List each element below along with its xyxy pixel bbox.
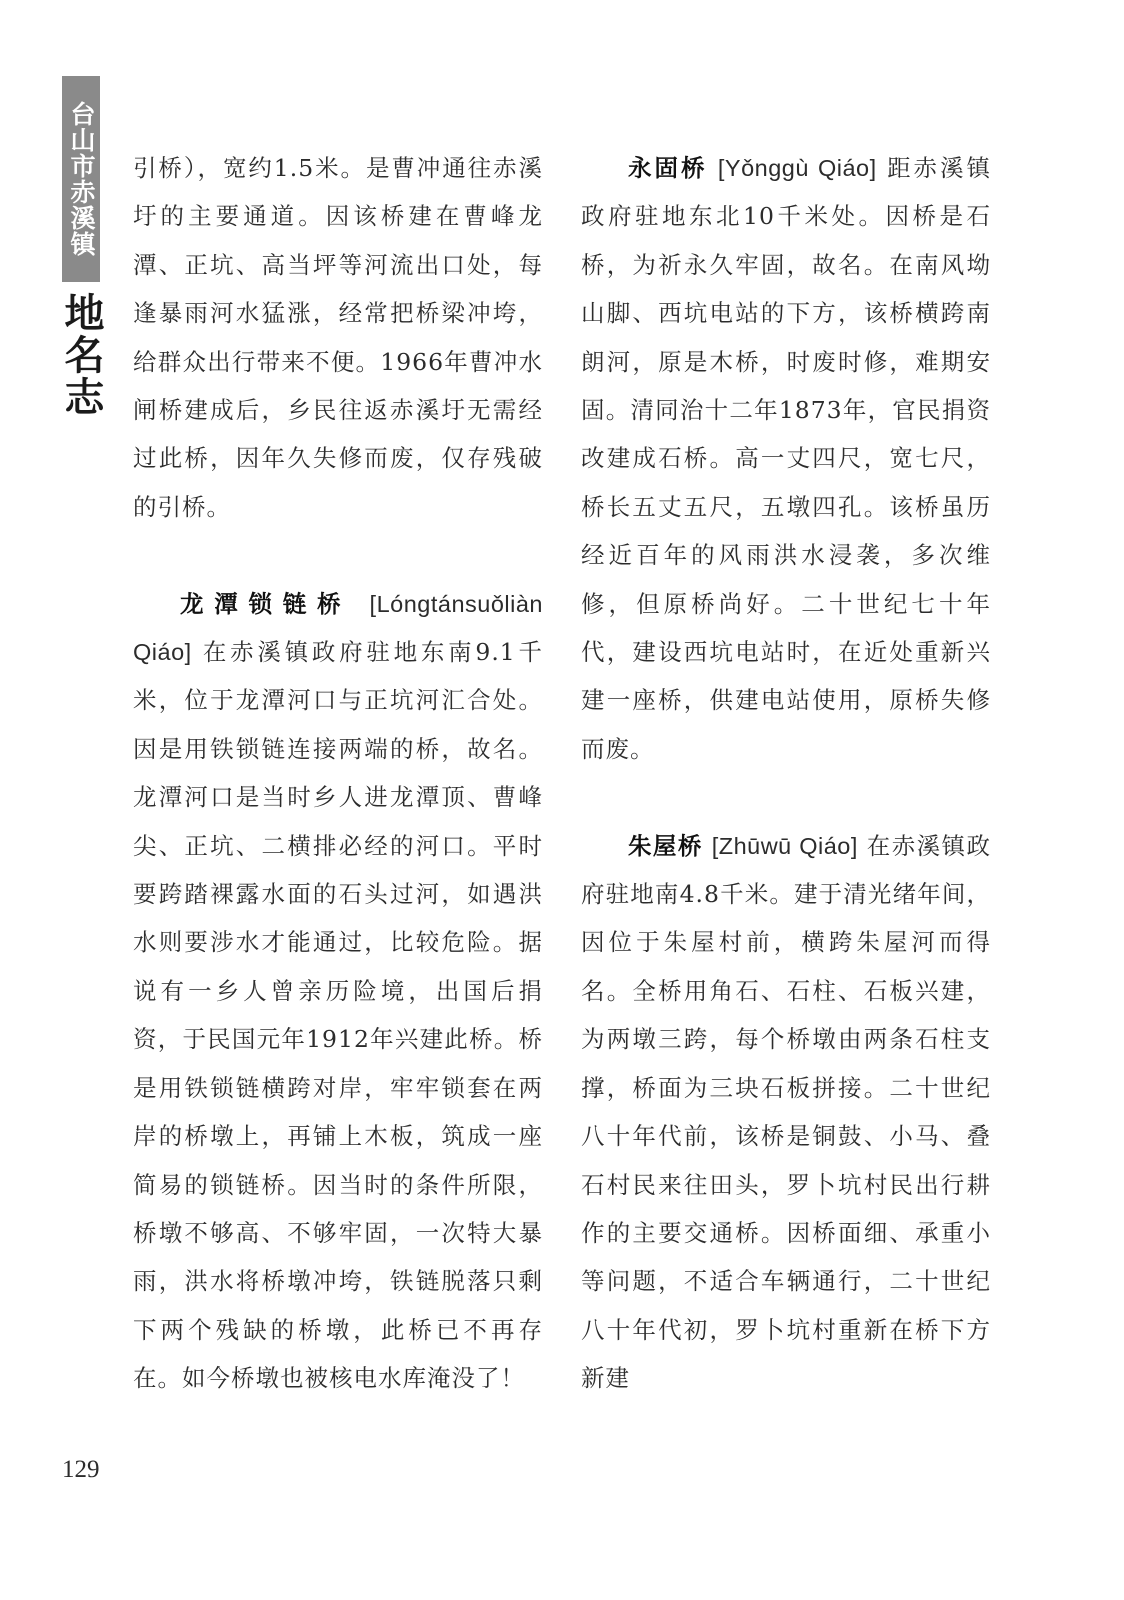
entry-paragraph [133,580,543,1403]
entry-body: 距赤溪镇政府驻地东北10千米处。因桥是石桥，为祈永久牢固，故名。在南风坳山脚、西坑电站的下方，该桥横跨南朗河，原是木桥，时废时修，难期安固。清同治十二年1873年，官民捐资改建成石桥。高一丈四尺，宽七尺，桥长五丈五尺，五墩四孔。该桥虽历经近百年的风雨洪水浸袭，多次维修，但原桥尚好。二十世纪七十年代，建设西坑电站时，在近处重新兴建一座桥，供建电站使用，原桥失修而废。 [581,154,992,763]
entry-body: 在赤溪镇政府驻地东南9.1千米，位于龙潭河口与正坑河汇合处。因是用铁锁链连接两端的桥，故名。龙潭河口是当时乡人进龙潭顶、曹峰尖、正坑、二横排必经的河口。平时要跨踏裸露水面的石头过河，如遇洪水则要涉水才能通过，比较危险。据说有一乡人曾亲历险境，出国后捐资，于民国元年1912年兴建此桥。桥是用铁锁链横跨对岸，牢牢锁套在两岸的桥墩上，再铺上木板，筑成一座简易的锁链桥。因当时的条件所限，桥墩不够高、不够牢固，一次特大暴雨，洪水将桥墩冲垮，铁链脱落只剩下两个残缺的桥墩，此桥已不再存在。如今桥墩也被核电水库淹没了！ [133,638,543,1393]
paragraph-gap [581,773,991,821]
entry-pinyin: [Lóngtánsuǒliàn Qiáo] [133,590,543,666]
section-title: 台山市赤溪镇 [67,101,96,257]
paragraph-gap [133,531,543,579]
entry-pinyin: [Zhūwū Qiáo] [711,832,858,859]
section-tab [62,76,100,282]
entry-paragraph [581,144,991,773]
right-column [581,144,991,1403]
entry-paragraph [581,822,991,1403]
entry-title: 永固桥 [628,154,708,182]
book-title: 地名志 [58,292,104,418]
page-number: 129 [62,1456,100,1483]
entry-pinyin: [Yǒnggù Qiáo] [717,155,877,181]
entry-title: 朱屋桥 [628,831,703,860]
left-column [133,144,543,1403]
entry-body: 在赤溪镇政府驻地南4.8千米。建于清光绪年间，因位于朱屋村前，横跨朱屋河而得名。全桥用角石、石柱、石板兴建，为两墩三跨，每个桥墩由两条石柱支撑，桥面为三块石板拼接。二十世纪八十年代前，该桥是铜鼓、小马、叠石村民来往田头，罗卜坑村民出行耕作的主要交通桥。因桥面细、承重小等问题，不适合车辆通行，二十世纪八十年代初，罗卜坑村重新在桥下方新建 [581,831,991,1393]
entry-title: 龙潭锁链桥 [180,589,352,618]
continuation-paragraph: 引桥），宽约1.5米。是曹冲通往赤溪圩的主要通道。因该桥建在曹峰龙潭、正坑、高当坪等河流出口处，每逢暴雨河水猛涨，经常把桥梁冲垮，给群众出行带来不便。1966年曹冲水闸桥建成后，乡民往返赤溪圩无需经过此桥，因年久失修而废，仅存残破的引桥。 [133,154,543,521]
